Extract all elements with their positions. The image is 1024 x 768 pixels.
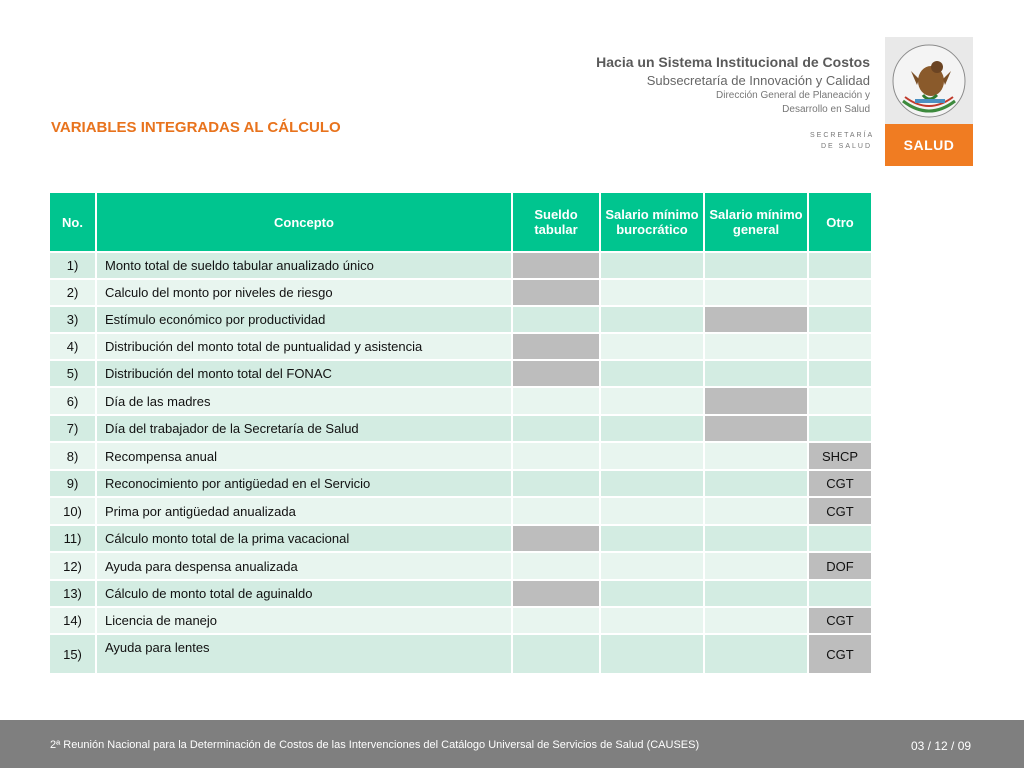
header-otro: Otro (809, 193, 871, 251)
header-salario-burocratico: Salario mínimo burocrático (601, 193, 703, 251)
table-row (50, 471, 871, 496)
salario-general-cell (705, 553, 807, 579)
table-row (50, 581, 871, 606)
secretaria-line2: DE SALUD (820, 142, 872, 150)
header-direction-line1: Dirección General de Planeación y (716, 90, 870, 101)
header-salario-general: Salario mínimo general (705, 193, 807, 251)
mexican-seal-icon (885, 37, 973, 124)
table-row (50, 443, 871, 469)
table-row (50, 526, 871, 551)
row-number: 10) (50, 498, 95, 524)
salario-burocratico-cell (601, 334, 703, 359)
row-concept: Distribución del monto total del FONAC (97, 361, 511, 386)
header-subtitle: Subsecretaría de Innovación y Calidad (646, 73, 870, 88)
salario-general-cell (705, 635, 807, 673)
row-number: 2) (50, 280, 95, 305)
row-number: 7) (50, 416, 95, 441)
row-concept: Ayuda para lentes (97, 635, 511, 673)
row-number: 9) (50, 471, 95, 496)
row-concept: Licencia de manejo (97, 608, 511, 633)
salario-general-cell (705, 581, 807, 606)
sueldo-tabular-cell (513, 608, 599, 633)
salario-general-cell (705, 498, 807, 524)
salario-burocratico-cell (601, 526, 703, 551)
sueldo-tabular-cell (513, 443, 599, 469)
footer-date: 03 / 12 / 09 (911, 739, 972, 753)
row-number: 1) (50, 253, 95, 278)
salario-general-cell (705, 443, 807, 469)
otro-cell: CGT (809, 498, 871, 524)
row-number: 11) (50, 526, 95, 551)
salario-burocratico-cell (601, 307, 703, 332)
header-no: No. (50, 193, 95, 251)
otro-cell (809, 388, 871, 414)
salario-burocratico-cell (601, 280, 703, 305)
sueldo-tabular-cell (513, 471, 599, 496)
row-concept: Distribución del monto total de puntualidad y asistencia (97, 334, 511, 359)
sueldo-tabular-cell (513, 280, 599, 305)
table-row (50, 361, 871, 386)
sueldo-tabular-cell (513, 388, 599, 414)
row-concept: Día del trabajador de la Secretaría de Salud (97, 416, 511, 441)
row-number: 14) (50, 608, 95, 633)
table-row (50, 334, 871, 359)
salario-general-cell (705, 471, 807, 496)
salario-general-cell (705, 307, 807, 332)
table-header-row (50, 193, 871, 251)
otro-cell: DOF (809, 553, 871, 579)
row-concept: Calculo del monto por niveles de riesgo (97, 280, 511, 305)
page-title: VARIABLES INTEGRADAS AL CÁLCULO (51, 119, 341, 136)
otro-cell: CGT (809, 635, 871, 673)
sueldo-tabular-cell (513, 253, 599, 278)
salario-burocratico-cell (601, 635, 703, 673)
row-concept: Día de las madres (97, 388, 511, 414)
sueldo-tabular-cell (513, 581, 599, 606)
row-number: 8) (50, 443, 95, 469)
row-concept: Ayuda para despensa anualizada (97, 553, 511, 579)
secretaria-label (810, 131, 875, 152)
sueldo-tabular-cell (513, 635, 599, 673)
table-row (50, 553, 871, 579)
salario-general-cell (705, 526, 807, 551)
salario-general-cell (705, 253, 807, 278)
table-row (50, 498, 871, 524)
otro-cell: SHCP (809, 443, 871, 469)
salario-general-cell (705, 416, 807, 441)
header-sueldo-tabular: Sueldo tabular (513, 193, 599, 251)
table-row (50, 307, 871, 332)
footer-text: 2ª Reunión Nacional para la Determinación de Costos de las Intervenciones del Catálogo Universal de Servicios de Salud (CAUSES) (50, 739, 700, 751)
salario-general-cell (705, 608, 807, 633)
salario-burocratico-cell (601, 361, 703, 386)
otro-cell (809, 581, 871, 606)
salario-burocratico-cell (601, 498, 703, 524)
table-row (50, 608, 871, 633)
row-concept: Cálculo de monto total de aguinaldo (97, 581, 511, 606)
row-number: 15) (50, 635, 95, 673)
salario-burocratico-cell (601, 608, 703, 633)
row-number: 6) (50, 388, 95, 414)
sueldo-tabular-cell (513, 334, 599, 359)
salario-general-cell (705, 388, 807, 414)
otro-cell (809, 307, 871, 332)
sueldo-tabular-cell (513, 553, 599, 579)
salario-burocratico-cell (601, 581, 703, 606)
row-concept: Monto total de sueldo tabular anualizado único (97, 253, 511, 278)
header-title: Hacia un Sistema Institucional de Costos (596, 54, 870, 70)
otro-cell (809, 280, 871, 305)
sueldo-tabular-cell (513, 361, 599, 386)
sueldo-tabular-cell (513, 307, 599, 332)
salario-burocratico-cell (601, 416, 703, 441)
salario-general-cell (705, 361, 807, 386)
otro-cell (809, 361, 871, 386)
salud-logo-text: SALUD (885, 124, 973, 166)
salud-logo (885, 37, 973, 166)
salario-burocratico-cell (601, 388, 703, 414)
otro-cell: CGT (809, 471, 871, 496)
table-row (50, 280, 871, 305)
header-direction-line2: Desarrollo en Salud (782, 104, 870, 115)
row-concept: Reconocimiento por antigüedad en el Servicio (97, 471, 511, 496)
sueldo-tabular-cell (513, 498, 599, 524)
header-concept: Concepto (97, 193, 511, 251)
otro-cell (809, 526, 871, 551)
salario-burocratico-cell (601, 253, 703, 278)
table-row (50, 388, 871, 414)
row-number: 13) (50, 581, 95, 606)
variables-table (48, 191, 873, 675)
otro-cell: CGT (809, 608, 871, 633)
row-number: 4) (50, 334, 95, 359)
secretaria-line1: SECRETARÍA (810, 132, 875, 139)
sueldo-tabular-cell (513, 526, 599, 551)
salario-burocratico-cell (601, 443, 703, 469)
row-concept: Cálculo monto total de la prima vacacional (97, 526, 511, 551)
table-row (50, 253, 871, 278)
sueldo-tabular-cell (513, 416, 599, 441)
row-concept: Prima por antigüedad anualizada (97, 498, 511, 524)
otro-cell (809, 334, 871, 359)
table-row (50, 416, 871, 441)
row-number: 12) (50, 553, 95, 579)
row-concept: Estímulo económico por productividad (97, 307, 511, 332)
otro-cell (809, 253, 871, 278)
row-number: 3) (50, 307, 95, 332)
table-row (50, 635, 871, 673)
row-number: 5) (50, 361, 95, 386)
row-concept: Recompensa anual (97, 443, 511, 469)
otro-cell (809, 416, 871, 441)
salario-general-cell (705, 280, 807, 305)
salario-burocratico-cell (601, 553, 703, 579)
salario-general-cell (705, 334, 807, 359)
salario-burocratico-cell (601, 471, 703, 496)
